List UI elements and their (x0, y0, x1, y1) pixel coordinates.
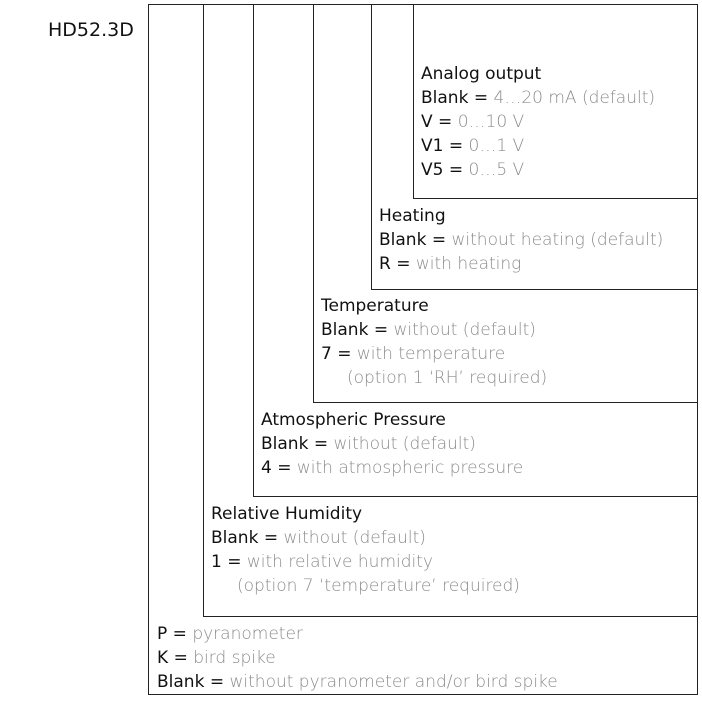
analog-option-v5: V5 = 0…5 V (421, 160, 525, 180)
sensor-option-blank: Blank = without pyranometer and/or bird spike (157, 672, 558, 692)
pressure-option-4: 4 = with atmospheric pressure (261, 458, 524, 478)
pressure-option-blank: Blank = without (default) (261, 434, 476, 454)
humidity-note: (option 7 ‘temperature’ required) (237, 576, 520, 596)
humidity-option-blank: Blank = without (default) (211, 528, 426, 548)
analog-output-block (421, 62, 655, 182)
humidity-option-1: 1 = with relative humidity (211, 552, 433, 572)
heating-option-blank: Blank = without heating (default) (379, 230, 664, 250)
heating-option-r: R = with heating (379, 254, 522, 274)
analog-output-title: Analog output (421, 64, 542, 84)
temperature-option-blank: Blank = without (default) (321, 320, 536, 340)
sensor-option-k: K = bird spike (157, 648, 276, 668)
model-code: HD52.3D (48, 19, 134, 41)
heating-block (379, 204, 663, 276)
pressure-block (261, 408, 523, 480)
temperature-note: (option 1 ‘RH’ required) (347, 368, 548, 388)
sensor-block (157, 622, 558, 694)
pressure-title: Atmospheric Pressure (261, 410, 446, 430)
temperature-option-7: 7 = with temperature (321, 344, 506, 364)
analog-option-v1: V1 = 0…1 V (421, 136, 525, 156)
sensor-option-p: P = pyranometer (157, 624, 303, 644)
temperature-block (321, 294, 547, 390)
analog-option-blank: Blank = 4…20 mA (default) (421, 88, 656, 108)
analog-option-v: V = 0…10 V (421, 112, 525, 132)
heating-title: Heating (379, 206, 446, 226)
humidity-title: Relative Humidity (211, 504, 363, 524)
temperature-title: Temperature (321, 296, 429, 316)
humidity-block (211, 502, 520, 598)
